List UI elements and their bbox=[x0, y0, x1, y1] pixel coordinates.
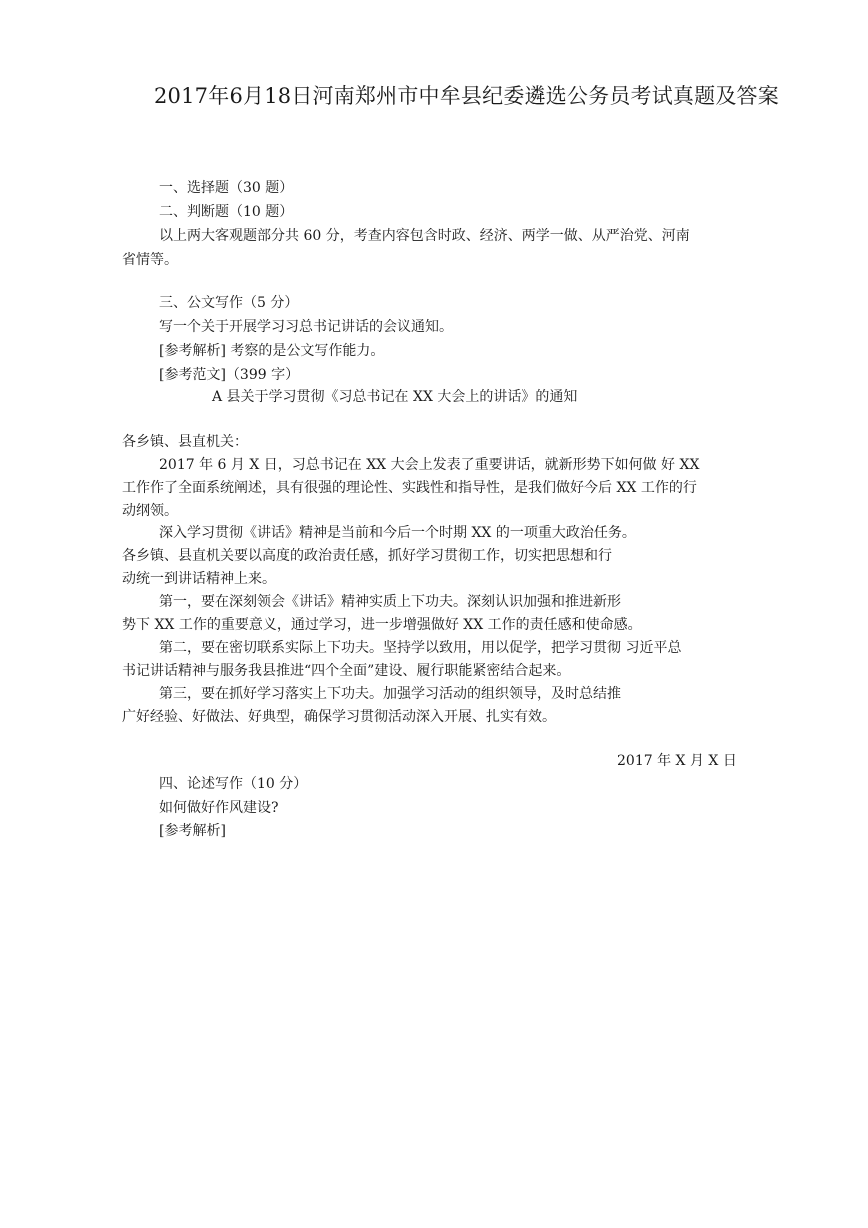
page-title: 2017年6月18日河南郑州市中牟县纪委遴选公务员考试真题及答案 bbox=[154, 84, 779, 108]
section-heading-judgment: 二、判断题（10 题） bbox=[159, 204, 294, 220]
task-text: 写一个关于开展学习习总书记讲话的会议通知。 bbox=[159, 319, 453, 335]
essay-question: 如何做好作风建设? bbox=[159, 800, 279, 816]
section-heading-essay: 四、论述写作（10 分） bbox=[159, 776, 308, 792]
paragraph-1-line-3: 动纲领。 bbox=[122, 503, 178, 519]
paragraph-2-line-2: 各乡镇、县直机关要以高度的政治责任感，抓好学习贯彻工作，切实把思想和行 bbox=[122, 548, 612, 564]
section-heading-choice: 一、选择题（30 题） bbox=[159, 180, 294, 196]
notice-title: A 县关于学习贯彻《习总书记在 XX 大会上的讲话》的通知 bbox=[212, 389, 578, 405]
paragraph-2-line-1: 深入学习贯彻《讲话》精神是当前和今后一个时期 XX 的一项重大政治任务。 bbox=[159, 525, 636, 541]
sample-label: [参考范文]（399 字） bbox=[159, 367, 300, 383]
section-heading-official-writing: 三、公文写作（5 分） bbox=[159, 295, 299, 311]
paragraph-3-line-2: 势下 XX 工作的重要意义，通过学习，进一步增强做好 XX 工作的责任感和使命感。 bbox=[122, 617, 642, 633]
salutation: 各乡镇、县直机关： bbox=[122, 434, 248, 450]
summary-text: 以上两大客观题部分共 60 分，考查内容包含时政、经济、两学一做、从严治党、河南 bbox=[159, 228, 690, 244]
paragraph-4-line-1: 第二，要在密切联系实际上下功夫。坚持学以致用，用以促学，把学习贯彻 习近平总 bbox=[159, 640, 682, 656]
paragraph-5-line-1: 第三，要在抓好学习落实上下功夫。加强学习活动的组织领导，及时总结推 bbox=[159, 686, 621, 702]
analysis-text: [参考解析] 考察的是公文写作能力。 bbox=[159, 343, 385, 359]
paragraph-2-line-3: 动统一到讲话精神上来。 bbox=[122, 571, 276, 587]
paragraph-1-line-2: 工作作了全面系统阐述，具有很强的理论性、实践性和指导性，是我们做好今后 XX 工作的行 bbox=[122, 480, 697, 496]
paragraph-1-line-1: 2017 年 6 月 X 日，习总书记在 XX 大会上发表了重要讲话，就新形势下如何做 好 XX bbox=[159, 457, 700, 473]
notice-date: 2017 年 X 月 X 日 bbox=[617, 753, 737, 769]
paragraph-4-line-2: 书记讲话精神与服务我县推进“四个全面”建设、履行职能紧密结合起来。 bbox=[122, 663, 571, 679]
essay-analysis-label: [参考解析] bbox=[159, 823, 226, 839]
paragraph-5-line-2: 广好经验、好做法、好典型，确保学习贯彻活动深入开展、扎实有效。 bbox=[122, 709, 556, 725]
summary-text-cont: 省情等。 bbox=[122, 252, 178, 268]
paragraph-3-line-1: 第一，要在深刻领会《讲话》精神实质上下功夫。深刻认识加强和推进新形 bbox=[159, 594, 621, 610]
